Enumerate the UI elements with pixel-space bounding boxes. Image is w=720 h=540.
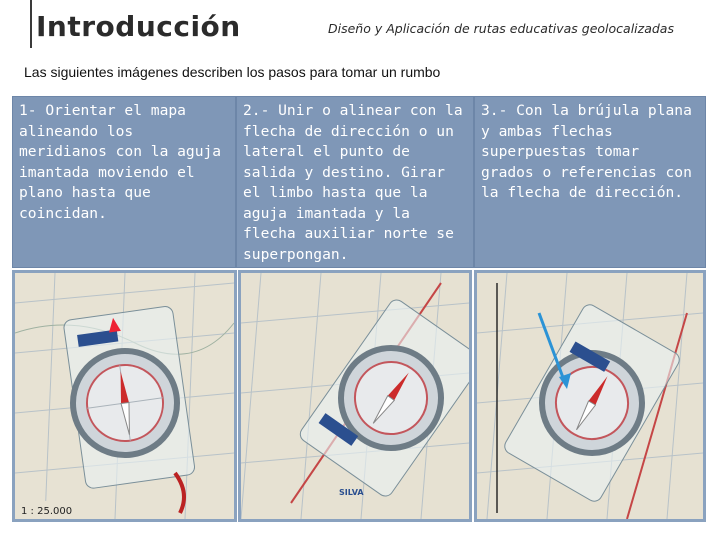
compass-on-map-image-3 (477, 273, 703, 519)
brand-label: SILVA (339, 488, 364, 497)
step-3-box (474, 96, 706, 268)
step-1-text: 1- Orientar el mapa alineando los meridianos con la aguja imantada moviendo el plano hasta que coincidan. (19, 102, 222, 222)
step-3-photo (474, 270, 706, 522)
step-1-photo (12, 270, 237, 522)
page-title: Introducción (36, 10, 241, 43)
compass-on-map-image-2 (241, 273, 469, 519)
intro-text: Las siguientes imágenes describen los pasos para tomar un rumbo (24, 64, 441, 80)
step-1-box (12, 96, 236, 268)
title-accent-rule (30, 0, 32, 48)
step-2-photo (238, 270, 472, 522)
step-2-box (236, 96, 474, 268)
step-3-text: 3.- Con la brújula plana y ambas flechas superpuestas tomar grados o referencias con la flecha de dirección. (481, 102, 692, 201)
step-2-text: 2.- Unir o alinear con la flecha de dirección o un lateral el punto de salida y destino. Girar el limbo hasta que la aguja imantada y la flecha auxiliar norte se superpongan. (243, 102, 463, 263)
compass-on-map-image-1 (15, 273, 234, 519)
scale-label: 1 : 25.000 (21, 506, 73, 517)
page-subtitle: Diseño y Aplicación de rutas educativas geolocalizadas (328, 21, 674, 36)
